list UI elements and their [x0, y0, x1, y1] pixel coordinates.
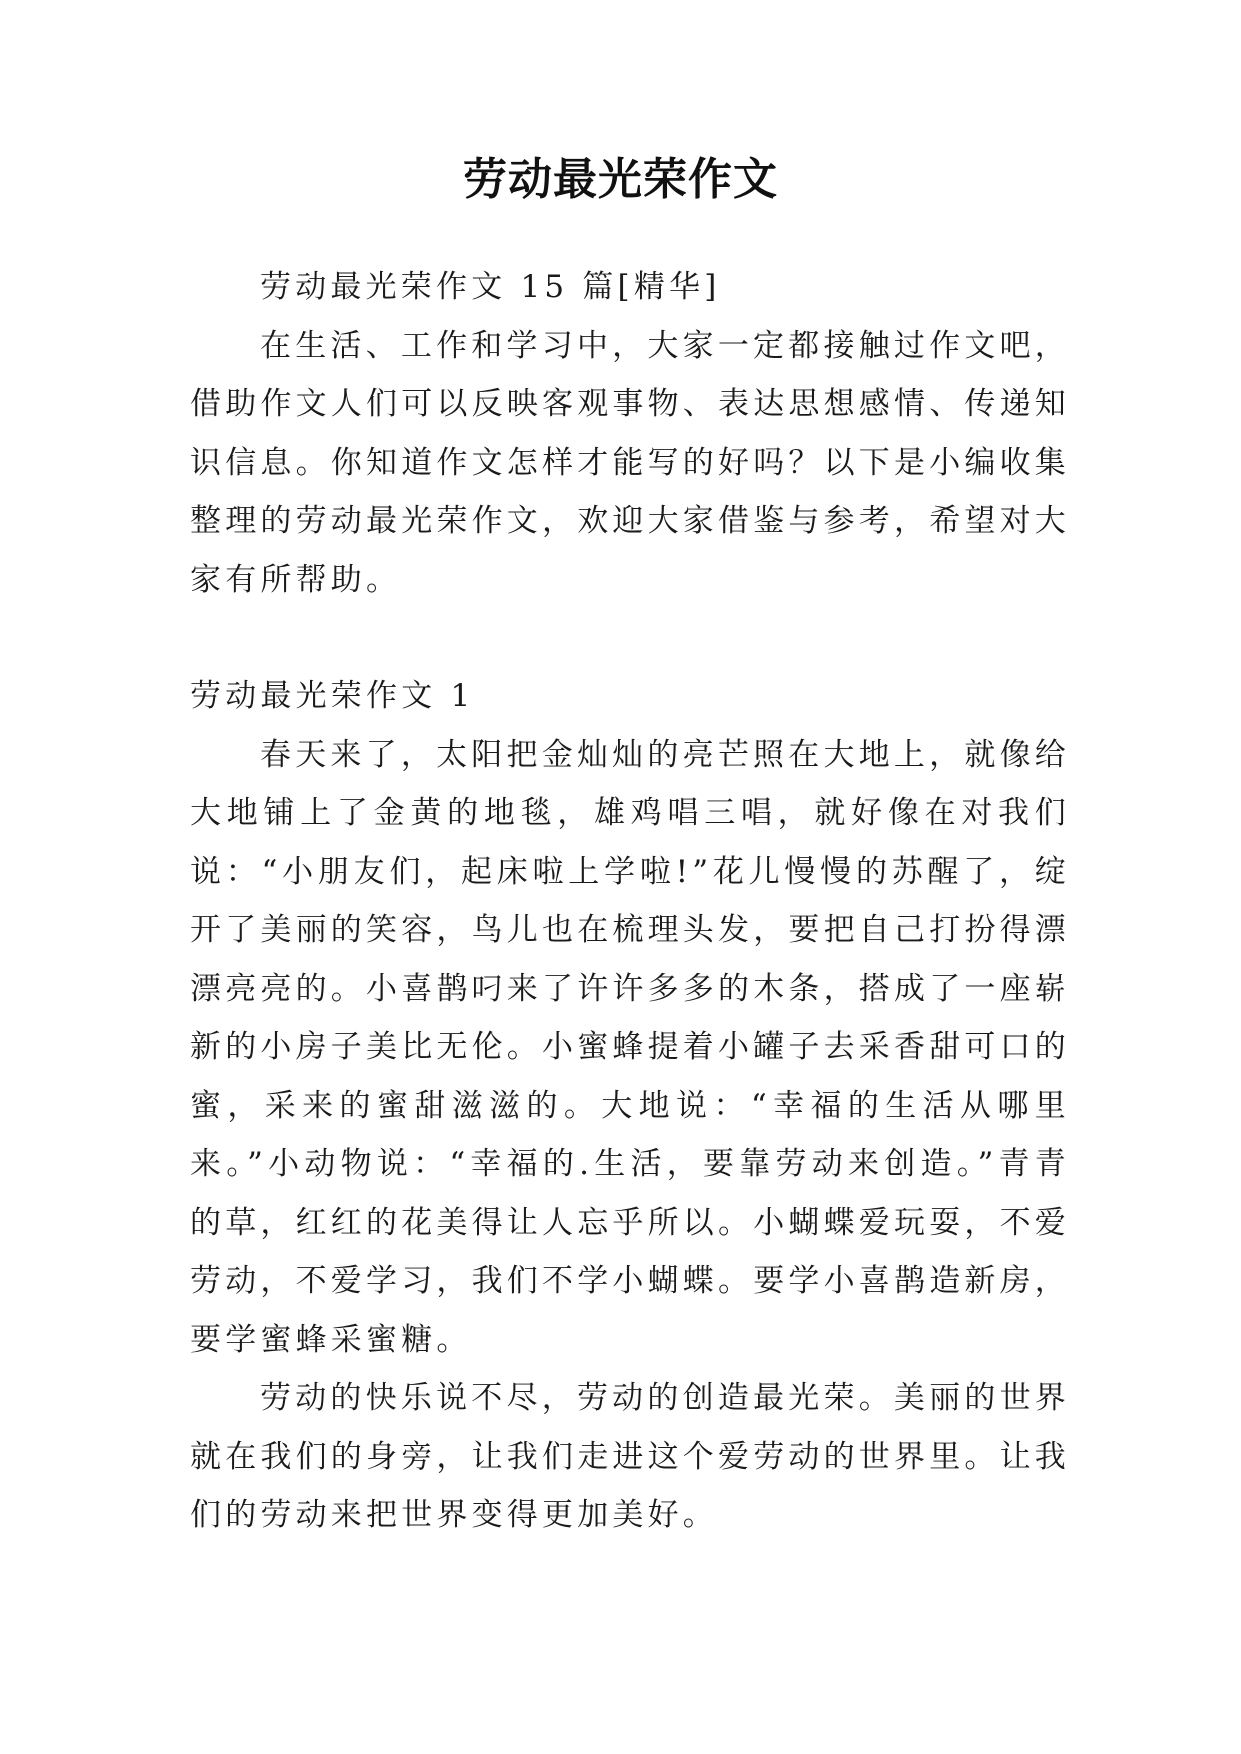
section-heading: 劳动最光荣作文 1	[190, 678, 475, 714]
document-title: 劳动最光荣作文	[463, 154, 778, 205]
document-body	[190, 258, 1070, 1545]
document-subtitle: 劳动最光荣作文 15 篇[精华]	[260, 269, 721, 305]
section-spacer	[190, 609, 1070, 667]
intro-paragraph: 在生活、工作和学习中，大家一定都接触过作文吧，借助作文人们可以反映客观事物、表达思想感情、传递知识信息。你知道作文怎样才能写的好吗？以下是小编收集整理的劳动最光荣作文，欢迎大家借鉴与参考，希望对大家有所帮助。	[190, 327, 1070, 598]
essay-paragraph-2: 劳动的快乐说不尽，劳动的创造最光荣。美丽的世界就在我们的身旁，让我们走进这个爱劳动的世界里。让我们的劳动来把世界变得更加美好。	[190, 1380, 1070, 1533]
essay-paragraph-1: 春天来了，太阳把金灿灿的亮芒照在大地上，就像给大地铺上了金黄的地毯，雄鸡唱三唱，就好像在对我们说：“小朋友们，起床啦上学啦!”花儿慢慢的苏醒了，绽开了美丽的笑容，鸟儿也在梳理头发，要把自己打扮得漂漂亮亮的。小喜鹊叼来了许许多多的木条，搭成了一座崭新的小房子美比无伦。小蜜蜂提着小罐子去采香甜可口的蜜，采来的蜜甜滋滋的。大地说：“幸福的生活从哪里来。”小动物说：“幸福的.生活，要靠劳动来创造。”青青的草，红红的花美得让人忘乎所以。小蝴蝶爱玩耍，不爱劳动，不爱学习，我们不学小蝴蝶。要学小喜鹊造新房，要学蜜蜂采蜜糖。	[190, 736, 1070, 1358]
